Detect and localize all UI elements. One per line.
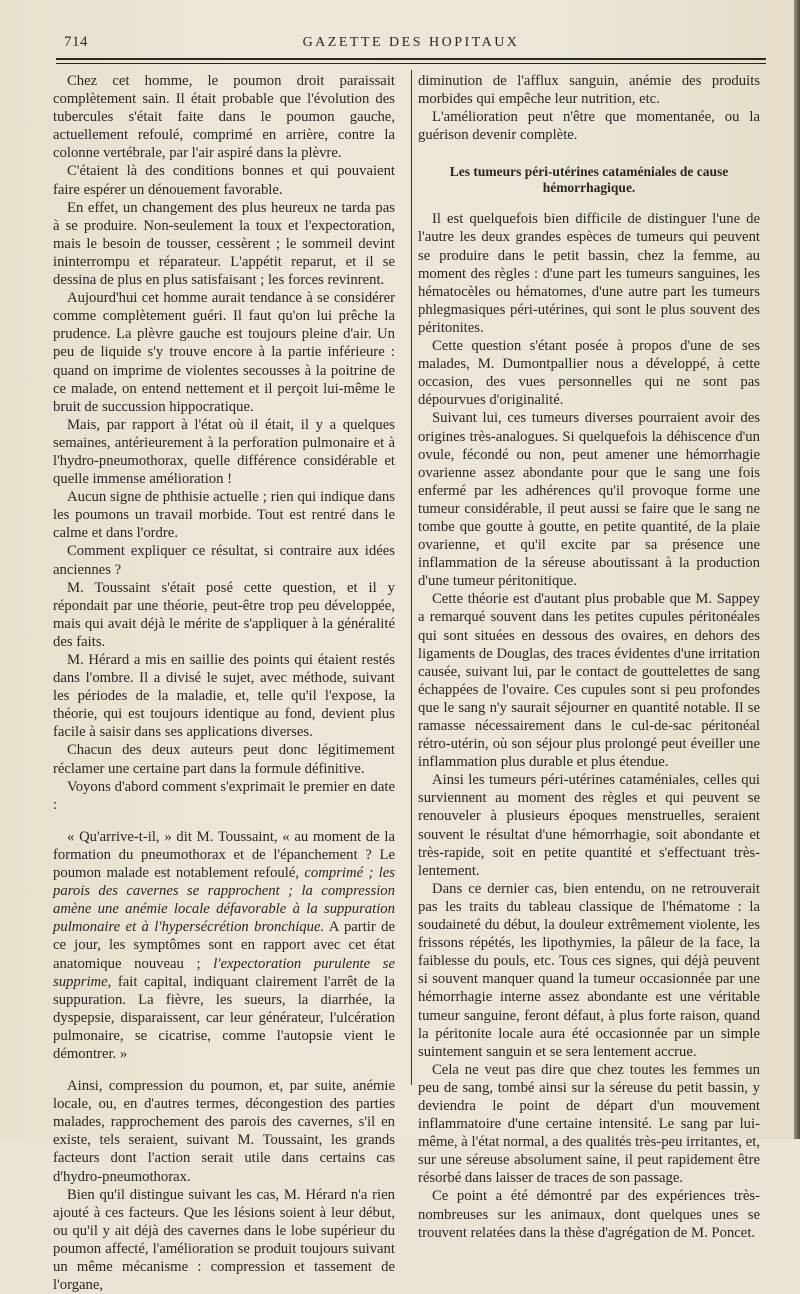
paragraph: Aucun signe de phthisie actuelle ; rien qui indique dans les poumons un travail morbide. Tout est rentré dans le calme et dans l'ordre. bbox=[53, 489, 395, 542]
journal-title: GAZETTE DES HOPITAUX bbox=[302, 35, 520, 50]
paragraph: Dans ce dernier cas, bien entendu, on ne retrouverait pas les traits du tableau classique de l'hématome : la soudaineté du début, la douleur extrêmement violente, les frissons répétés, les lipothymies, la pâleur de la face, la faiblesse du pouls, etc. Tous ces signes, qui déjà peuvent si souvent manquer quand la tumeur occasionnée par une hémorrhagie interne assez abondante est une véritable tumeur sanguine, feront défaut, à plus forte raison, quand la péritonite locale aura été occasionnée par un simple suintement sanguin et se sera lentement accrue. bbox=[418, 880, 760, 1060]
paragraph: Chacun des deux auteurs peut donc légitimement réclamer une certaine part dans la formule définitive. bbox=[53, 742, 395, 777]
paragraph: En effet, un changement des plus heureux ne tarda pas à se produire. Non-seulement la toux et l'expectoration, mais le besoin de tousser, cessèrent ; le sommeil devint ininterrompu et réparateur. L'appétit reparut, et il se dessina de plus en plus satisfaisant ; les forces revinrent. bbox=[53, 199, 395, 289]
page-number: 714 bbox=[64, 34, 88, 50]
column-divider bbox=[411, 70, 412, 1085]
paragraph: Comment expliquer ce résultat, si contraire aux idées anciennes ? bbox=[53, 543, 395, 578]
paragraph: M. Hérard a mis en saillie des points qui étaient restés dans l'ombre. Il a divisé le sujet, avec méthode, suivant les périodes de la maladie, et, telle qu'il l'expose, la théorie, qui est toujours identique au fond, devient plus facile à saisir dans ses applications diverses. bbox=[53, 652, 395, 741]
header-rule-thick bbox=[56, 58, 766, 60]
paragraph: Suivant lui, ces tumeurs diverses pourraient avoir des origines très-analogues. Si quelquefois la déhiscence d'un ovule, fécondé ou non, peut amener une hémorrhagie ovarienne assez abondante pour que le sang une fois enfermé par les adhérences qu'il provoque forme une tumeur considérable, il peut aussi se faire que le sang ne tombe que goutte à goutte, en petite quantité, de la plaie ovarienne, et qu'il excite par sa présence une inflammation de la séreuse aboutissant à la production d'une tumeur péritonitique. bbox=[418, 410, 760, 590]
quote-text: « Qu'arrive-t-il, » dit M. Toussaint, « au moment de la formation du pneumothorax et de l'épanchement ? Le poumon malade est notablement refoulé, bbox=[53, 828, 395, 882]
paragraph: Cela ne veut pas dire que chez toutes les femmes un peu de sang, tombé ainsi sur la séreuse du petit bassin, y deviendra le point de départ d'un mouvement inflammatoire d'une certaine intensité. Le sang par lui-même, à l'état normal, a des qualités très-peu irritantes, et, sur une séreuse absolument saine, il peut rapidement être résorbé dans laisser de traces de son passage. bbox=[418, 1061, 760, 1187]
paragraph: diminution de l'afflux sanguin, anémie des produits morbides qui empêche leur nutrition, etc. bbox=[418, 73, 760, 108]
quote-italic: comprimé ; les parois des cavernes se rapprochent ; la compression amène une anémie locale défavorable à la suppuration pulmonaire et à l'hypersécrétion bronchique. bbox=[53, 865, 395, 936]
quotation bbox=[53, 828, 395, 1063]
section-title: Les tumeurs péri-utérines cataméniales de cause hémorrhagique. bbox=[449, 164, 729, 196]
paragraph: M. Toussaint s'était posé cette question, et il y répondait par une théorie, peut-être trop peu développée, mais qui avait déjà le mérite de s'appliquer à la généralité des faits. bbox=[53, 579, 395, 650]
paragraph: Ce point a été démontré par des expériences très-nombreuses sur les animaux, dont quelques unes se trouvent relatées dans la thèse d'agrégation de M. Poncet. bbox=[418, 1188, 760, 1241]
right-column bbox=[418, 72, 760, 1242]
page-header bbox=[56, 34, 766, 54]
page-edge-shadow bbox=[794, 0, 800, 1139]
paragraph: Mais, par rapport à l'état où il était, il y a quelques semaines, antérieurement à la perforation pulmonaire et à l'hydro-pneumothorax, quelle différence considérable et quelle immense amélioration ! bbox=[53, 416, 395, 488]
left-column bbox=[53, 72, 395, 1294]
paragraph: Cette théorie est d'autant plus probable que M. Sappey a remarqué souvent dans les petites cupules péritonéales qui sont situées en dessous des ovaires, en dehors des ligaments de Douglas, des traces évidentes d'une irritation causée, suivant lui, par le contact de gouttelettes de sang échappées de l'ovaire. Ces cupules sont si peu profondes que le sang n'y saurait séjourner en quantité notable. Il se ramasse nécessairement dans le cul-de-sac péritonéal rétro-utérin, où son séjour plus prolongé peut éveiller une inflammation plus durable et plus étendue. bbox=[418, 591, 760, 771]
paragraph: Ainsi les tumeurs péri-utérines cataméniales, celles qui surviennent au moment des règles et qui peuvent se renouveler à plusieurs époques menstruelles, seraient souvent le résultat d'une hémorrhagie, soit abondante et très-rapide, soit en petite quantité et s'effectuant très-lentement. bbox=[418, 772, 760, 879]
paragraph: C'étaient là des conditions bonnes et qui pouvaient faire espérer un dénouement favorable. bbox=[53, 163, 395, 198]
quote-italic: l'expectoration purulente se supprime, bbox=[53, 955, 396, 990]
paragraph: Voyons d'abord comment s'exprimait le premier en date : bbox=[53, 778, 395, 813]
paragraph: Il est quelquefois bien difficile de distinguer l'une de l'autre les deux grandes espèces de tumeurs qui peuvent se produire dans le petit bassin, chez la femme, au moment des règles : d'une part les tumeurs sanguines, les hématocèles ou hématomes, d'une autre part les tumeurs phlegmasiques péri-utérines, qui sont le plus souvent des péritonites. bbox=[418, 211, 760, 336]
paragraph: Aujourd'hui cet homme aurait tendance à se considérer comme complètement guéri. Il faut qu'on lui prêche la prudence. La plèvre gauche est toujours pleine d'air. Un peu de liquide s'y trouve encore à la partie inférieure : quand on imprime de violentes secousses à la poitrine de ce malade, on entend nettement et il perçoit lui-même le bruit de succussion hippocratique. bbox=[53, 290, 395, 415]
header-rule-thin bbox=[56, 63, 766, 64]
paragraph: Bien qu'il distingue suivant les cas, M. Hérard n'a rien ajouté à ces facteurs. Que les lésions soient à leur début, ou qu'il y ait déjà des cavernes dans le lobe supérieur du poumon affecté, l'amélioration se produit toujours suivant un même mécanisme : compression et tassement de l'organe, bbox=[53, 1186, 395, 1294]
quote-text: fait capital, indiquant clairement l'arrêt de la suppuration. La fièvre, les sueurs, la diarrhée, la dyspepsie, disparaissent, car leur générateur, l'ulcération pulmonaire, se cicatrise, comme l'autopsie vient le démontrer. » bbox=[53, 973, 395, 1062]
paragraph: Cette question s'étant posée à propos d'une de ses malades, M. Dumontpallier nous a développé, à cette occasion, des vues personnelles qui ne sont pas dépourvues d'originalité. bbox=[418, 338, 760, 409]
paragraph: L'amélioration peut n'être que momentanée, ou la guérison devenir complète. bbox=[418, 109, 760, 144]
paragraph: Chez cet homme, le poumon droit paraissait complètement sain. Il était probable que l'évolution des tubercules s'était faite dans le poumon gauche, actuellement refoulé, comprimé en arrière, contre la colonne vertébrale, par l'air aspiré dans la plèvre. bbox=[53, 73, 395, 162]
paragraph: Ainsi, compression du poumon, et, par suite, anémie locale, ou, en d'autres termes, décongestion des parties malades, rapprochement des parois des cavernes, s'il en existe, tels seraient, suivant M. Toussaint, les grands facteurs dont l'action serait utile dans certains cas d'hydro-pneumothorax. bbox=[53, 1078, 395, 1185]
quote-text: A partir de ce jour, les symptômes sont en rapport avec cet état anatomique nouveau ; bbox=[53, 919, 395, 972]
